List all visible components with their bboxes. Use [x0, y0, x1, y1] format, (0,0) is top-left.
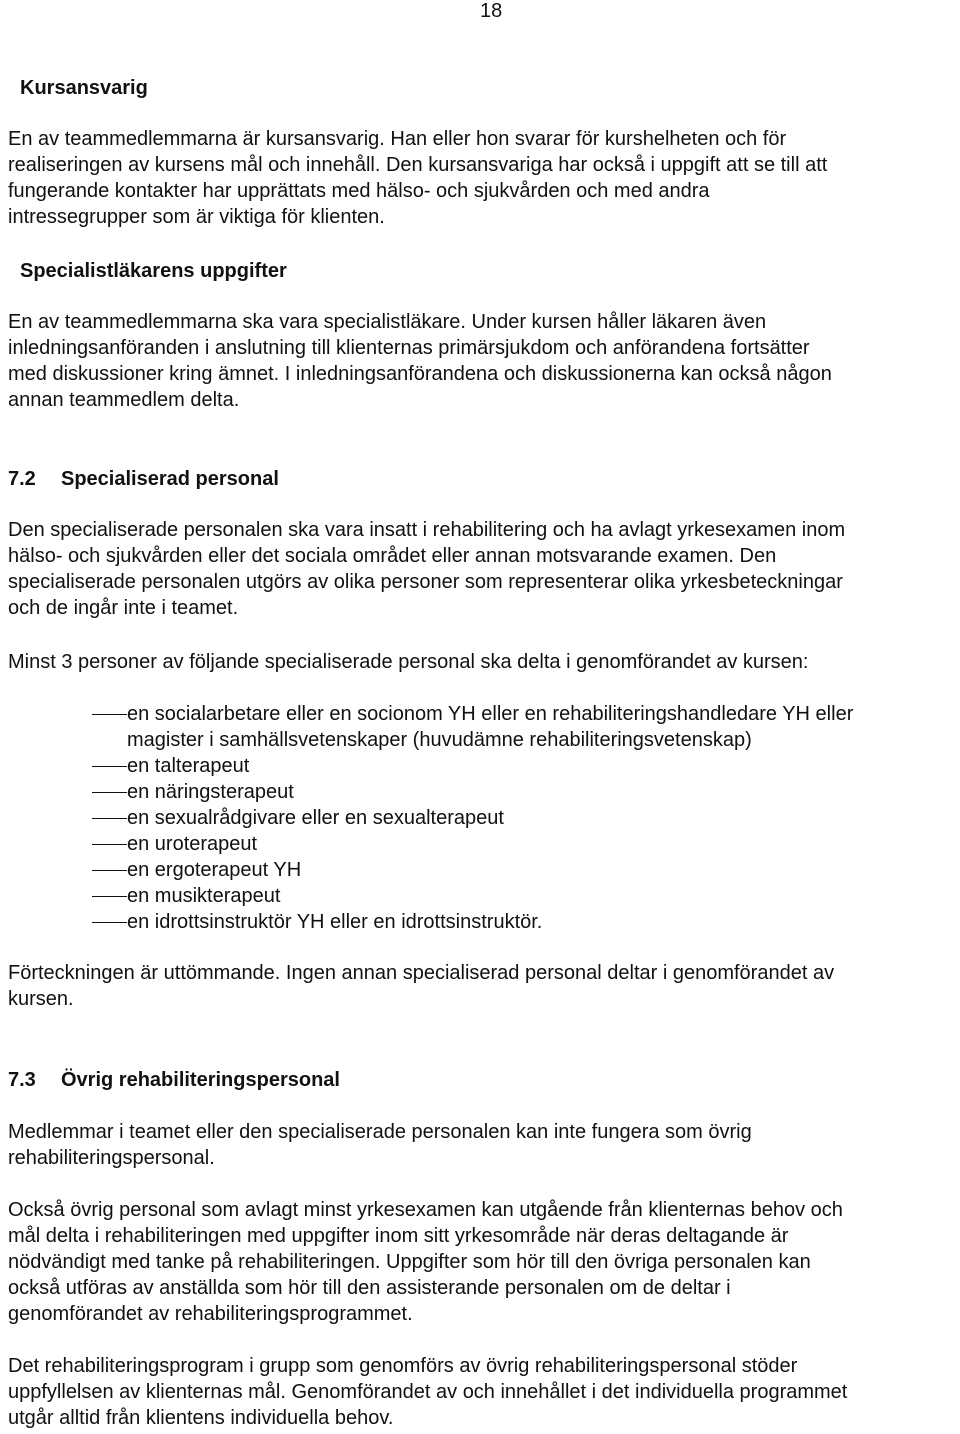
- text-line: specialiserade personalen utgörs av olika personer som representerar olika yrkesbeteckningar: [8, 571, 843, 593]
- text-line: Medlemmar i teamet eller den specialiserade personalen kan inte fungera som övrig: [8, 1121, 752, 1143]
- text-line: En av teammedlemmarna är kursansvarig. Han eller hon svarar för kurshelheten och för: [8, 128, 787, 150]
- text-line: intressegrupper som är viktiga för klienten.: [8, 206, 385, 228]
- paragraph-7-3-third: [8, 1353, 847, 1431]
- dash-bullet: [92, 922, 127, 923]
- text-line: Minst 3 personer av följande specialiserade personal ska delta i genomförandet av kursen:: [8, 651, 809, 673]
- text-line: uppfyllelsen av klienternas mål. Genomförandet av och innehållet i det individuella programmet: [8, 1381, 848, 1403]
- section-heading-7-2: [8, 466, 279, 492]
- heading-specialistlakare: Specialistläkarens uppgifter: [20, 260, 287, 282]
- list-item-text: en idrottsinstruktör YH eller en idrottsinstruktör.: [127, 911, 543, 933]
- section-title: Övrig rehabiliteringspersonal: [61, 1069, 340, 1091]
- text-line: Det rehabiliteringsprogram i grupp som genomförs av övrig rehabiliteringspersonal stöder: [8, 1355, 798, 1377]
- section-number: 7.2: [8, 468, 36, 490]
- text-line: Förteckningen är uttömmande. Ingen annan specialiserad personal deltar i genomförandet av: [8, 962, 835, 984]
- list-item-text: en musikterapeut: [127, 885, 281, 907]
- text-line: genomförandet av rehabiliteringsprogrammet.: [8, 1303, 413, 1325]
- paragraph-kursansvarig: [8, 126, 827, 230]
- page-number: 18: [480, 0, 503, 22]
- section-heading-7-3: [8, 1067, 340, 1093]
- text-line: En av teammedlemmarna ska vara specialistläkare. Under kursen håller läkaren även: [8, 311, 767, 333]
- text-line: också utföras av anställda som hör till den assisterande personalen om de deltar i: [8, 1277, 731, 1299]
- dash-bullet: [92, 792, 127, 793]
- list-item-text: en näringsterapeut: [127, 781, 294, 803]
- text-line: hälso- och sjukvården eller det sociala området eller annan motsvarande examen. Den: [8, 545, 777, 567]
- text-line: annan teammedlem delta.: [8, 389, 240, 411]
- dash-bullet: [92, 844, 127, 845]
- section-number: 7.3: [8, 1069, 36, 1091]
- dash-bullet: [92, 714, 127, 715]
- paragraph-7-2-intro: [8, 517, 845, 621]
- text-line: fungerande kontakter har upprättats med hälso- och sjukvården och med andra: [8, 180, 710, 202]
- text-line: med diskussioner kring ämnet. I inledningsanförandena och diskussionerna kan också någon: [8, 363, 832, 385]
- list-item-text: en talterapeut: [127, 755, 250, 777]
- paragraph-7-2-list-intro: [8, 649, 808, 675]
- text-line: nödvändigt med tanke på rehabiliteringen. Uppgifter som hör till den övriga personalen kan: [8, 1251, 811, 1273]
- list-item-text: en ergoterapeut YH: [127, 859, 302, 881]
- dash-bullet: [92, 818, 127, 819]
- text-line: och de ingår inte i teamet.: [8, 597, 239, 619]
- list-item-text: en socialarbetare eller en socionom YH eller en rehabiliteringshandledare YH eller: [127, 703, 854, 725]
- paragraph-7-2-closing: [8, 960, 834, 1012]
- text-line: mål delta i rehabiliteringen med uppgifter inom sitt yrkesområde när deras deltagande är: [8, 1225, 789, 1247]
- text-line: kursen.: [8, 988, 74, 1010]
- text-line: Också övrig personal som avlagt minst yrkesexamen kan utgående från klienternas behov och: [8, 1199, 843, 1221]
- list-item-text: en sexualrådgivare eller en sexualterapeut: [127, 807, 504, 829]
- section-title: Specialiserad personal: [61, 468, 279, 490]
- dash-bullet: [92, 870, 127, 871]
- text-line: utgår alltid från klientens individuella behov.: [8, 1407, 394, 1429]
- list-item-text: en uroterapeut: [127, 833, 258, 855]
- paragraph-7-3-first: [8, 1119, 752, 1171]
- paragraph-specialistlakare: [8, 309, 832, 413]
- dash-bullet: [92, 896, 127, 897]
- list-item-text: magister i samhällsvetenskaper (huvudämne rehabiliteringsvetenskap): [127, 729, 752, 751]
- heading-kursansvarig: Kursansvarig: [20, 77, 148, 99]
- text-line: realiseringen av kursens mål och innehåll. Den kursansvariga har också i uppgift att se till att: [8, 154, 828, 176]
- paragraph-7-3-second: [8, 1197, 843, 1327]
- text-line: rehabiliteringspersonal.: [8, 1147, 215, 1169]
- text-line: Den specialiserade personalen ska vara insatt i rehabilitering och ha avlagt yrkesexamen inom: [8, 519, 846, 541]
- dash-bullet: [92, 766, 127, 767]
- text-line: inledningsanföranden i anslutning till klienternas primärsjukdom och anförandena fortsätter: [8, 337, 810, 359]
